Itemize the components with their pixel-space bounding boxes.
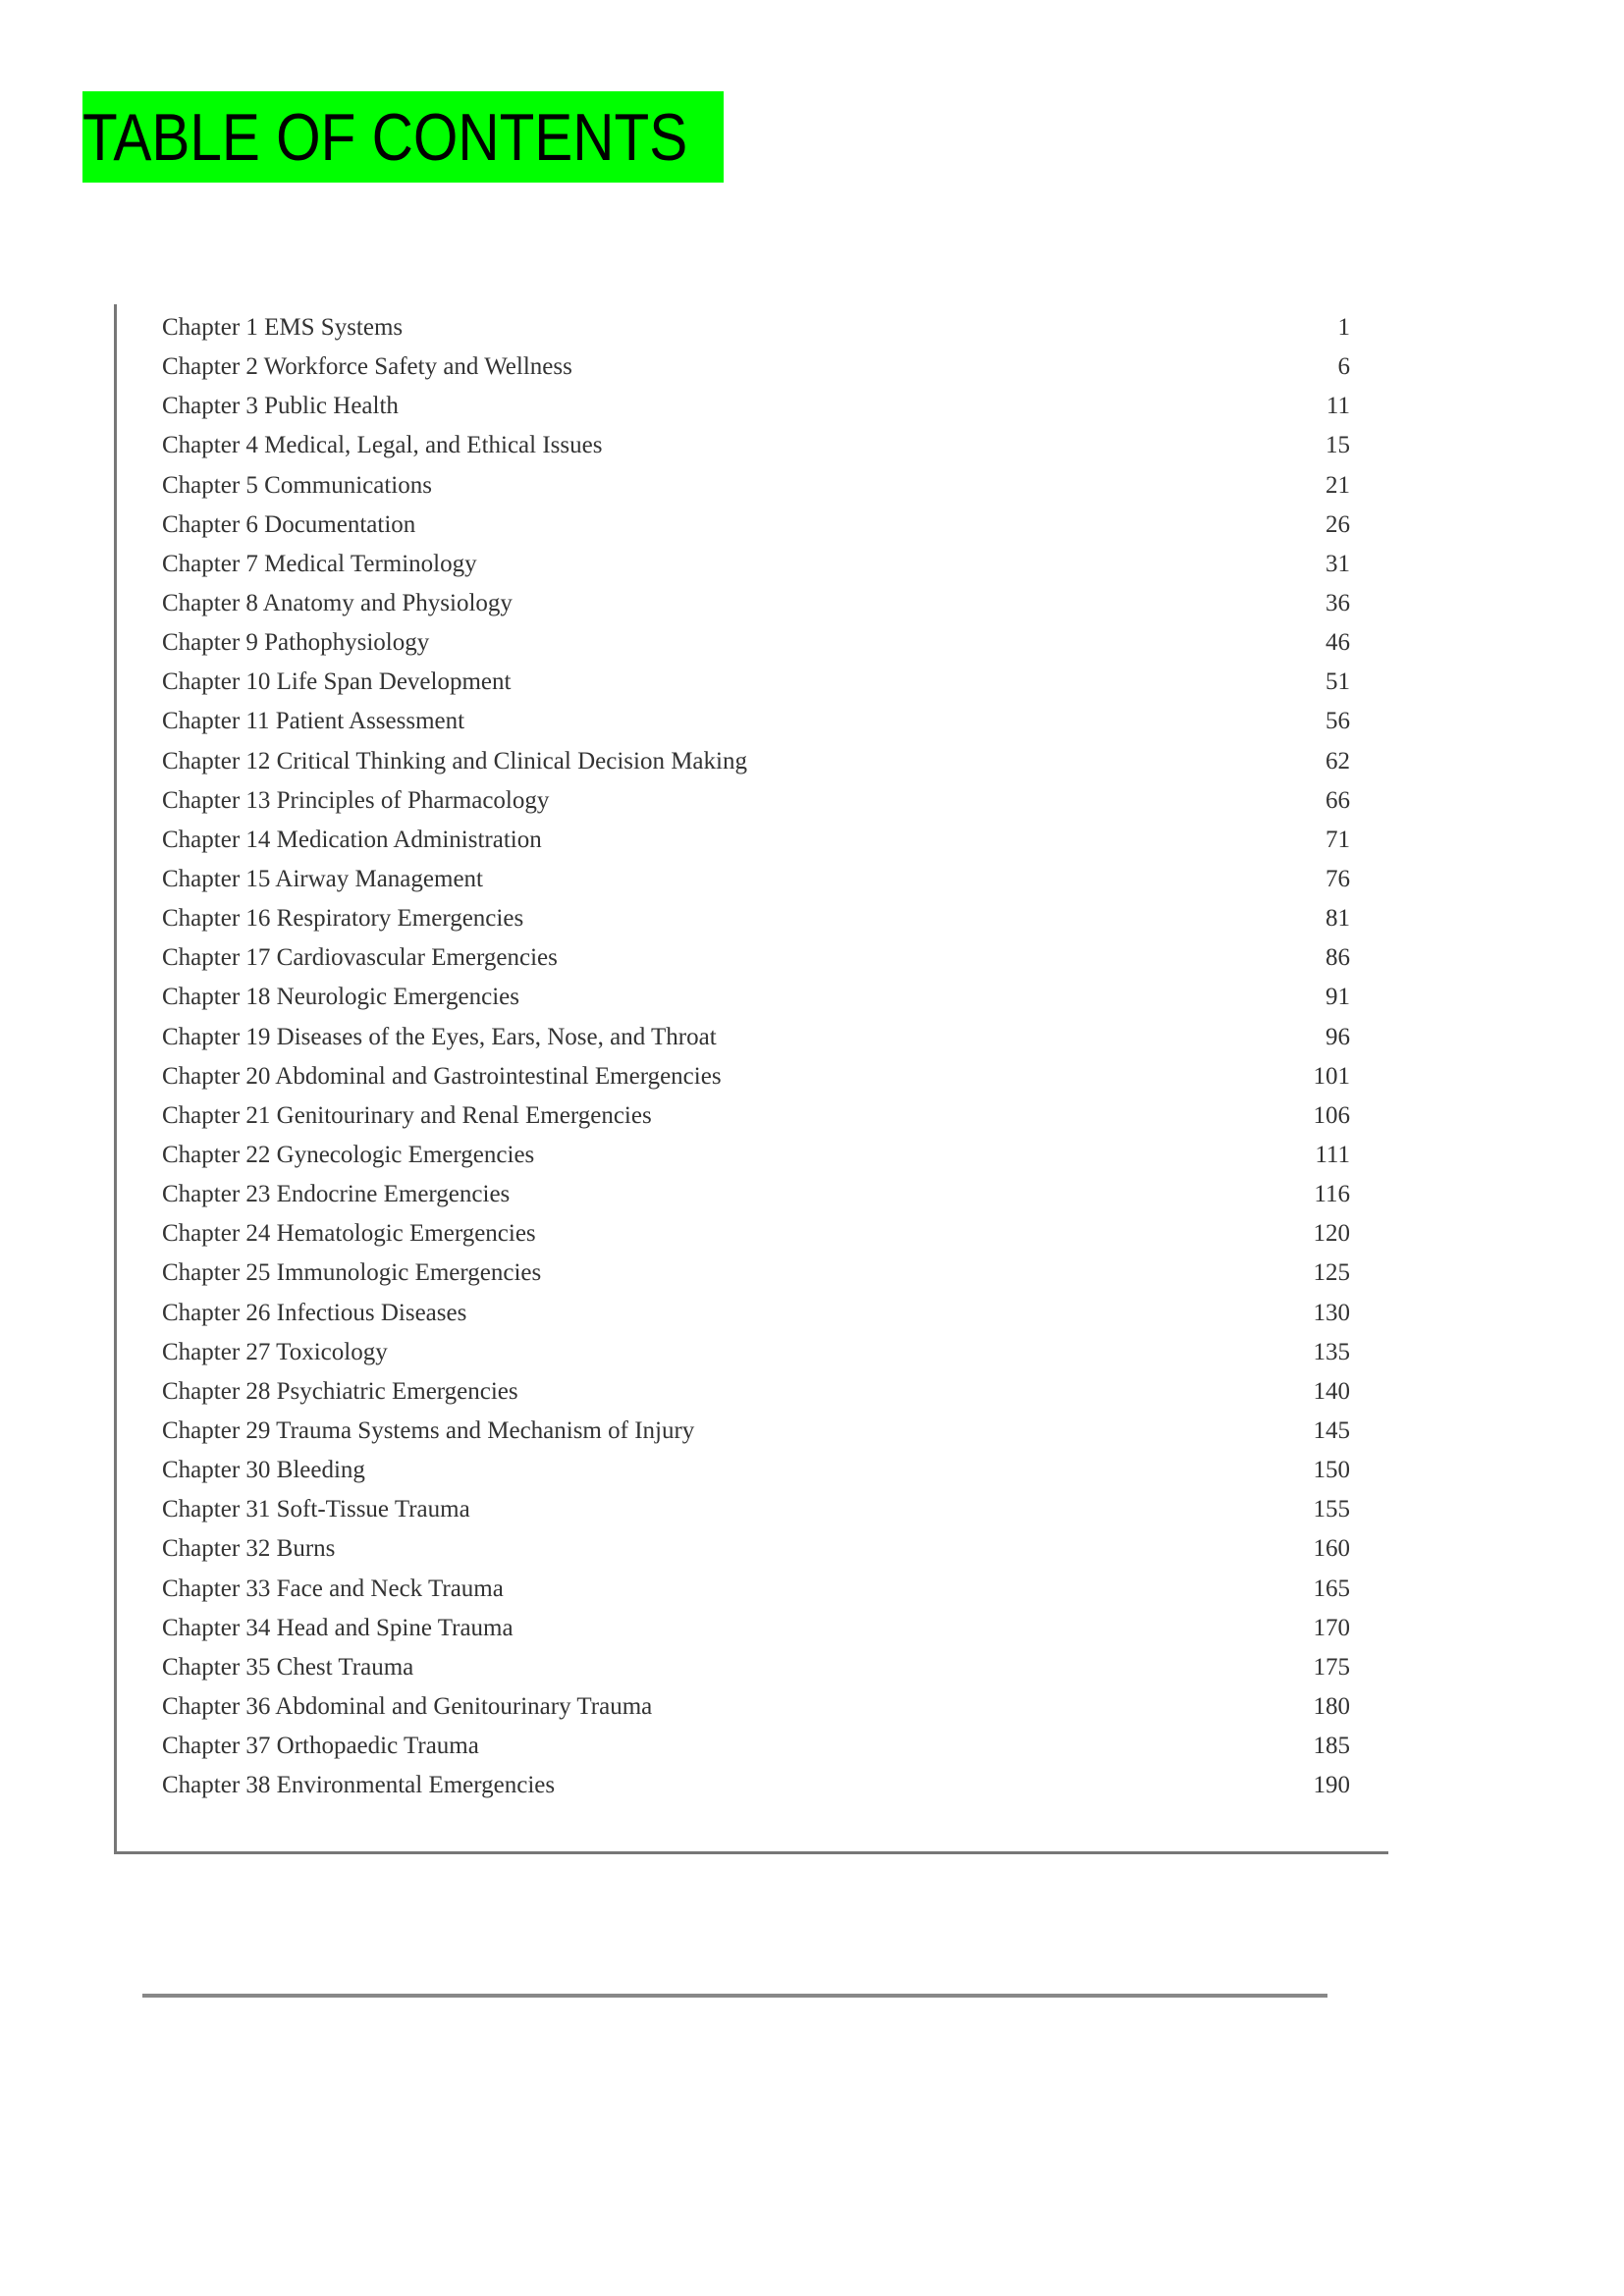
footer-rule [142,1994,1327,1998]
toc-entry[interactable] [162,1333,1350,1372]
toc-entry[interactable] [162,781,1350,821]
toc-entry[interactable] [162,387,1350,426]
toc-entry-label: Chapter 12 Critical Thinking and Clinical Decision Making [162,747,747,774]
toc-entry-page: 170 [1313,1614,1350,1641]
toc-entry-label: Chapter 22 Gynecologic Emergencies [162,1142,535,1169]
toc-entry-label: Chapter 1 EMS Systems [162,314,404,342]
toc-bottom-rule [114,1851,1388,1854]
toc-entry-label: Chapter 23 Endocrine Emergencies [162,1181,511,1208]
toc-entry-page: 81 [1326,905,1350,933]
toc-entry[interactable] [162,308,1350,347]
toc-entry-page: 145 [1313,1417,1350,1444]
toc-entry[interactable] [162,821,1350,860]
toc-entry-page: 160 [1313,1535,1350,1563]
toc-entry[interactable] [162,938,1350,978]
toc-entry-label: Chapter 35 Chest Trauma [162,1653,414,1681]
toc-entry[interactable] [162,1018,1350,1057]
toc-entry-label: Chapter 10 Life Span Development [162,668,512,696]
toc-entry-label: Chapter 19 Diseases of the Eyes, Ears, Nose, and Throat [162,1023,717,1050]
toc-entry-page: 155 [1313,1496,1350,1523]
toc-entry[interactable] [162,1490,1350,1529]
toc-entry-page: 36 [1326,590,1350,617]
toc-entry-page: 46 [1326,629,1350,657]
toc-entry[interactable] [162,1214,1350,1254]
toc-entry[interactable] [162,663,1350,702]
toc-entry-page: 125 [1313,1259,1350,1287]
toc-entry-label: Chapter 27 Toxicology [162,1338,388,1365]
toc-entry[interactable] [162,1412,1350,1451]
toc-entry[interactable] [162,1175,1350,1214]
toc-entry-label: Chapter 18 Neurologic Emergencies [162,984,520,1011]
toc-entry-label: Chapter 3 Public Health [162,393,399,420]
toc-entry-label: Chapter 8 Anatomy and Physiology [162,590,513,617]
toc-entry[interactable] [162,860,1350,899]
toc-entry-page: 96 [1326,1023,1350,1050]
toc-entry[interactable] [162,1766,1350,1805]
toc-entry-page: 175 [1313,1653,1350,1681]
toc-entry-label: Chapter 21 Genitourinary and Renal Emergencies [162,1101,652,1129]
toc-entry-label: Chapter 31 Soft-Tissue Trauma [162,1496,470,1523]
toc-entry[interactable] [162,623,1350,663]
toc-entry-label: Chapter 30 Bleeding [162,1457,365,1484]
toc-entry-page: 56 [1326,708,1350,735]
toc-entry-page: 31 [1326,550,1350,577]
toc-entry[interactable] [162,1294,1350,1333]
toc-entry-label: Chapter 9 Pathophysiology [162,629,430,657]
toc-entry-page: 62 [1326,747,1350,774]
toc-entry[interactable] [162,899,1350,938]
toc-entry-label: Chapter 37 Orthopaedic Trauma [162,1733,479,1760]
toc-entry[interactable] [162,742,1350,781]
toc-entry-label: Chapter 28 Psychiatric Emergencies [162,1377,518,1405]
toc-entry[interactable] [162,1687,1350,1727]
toc-entry-page: 150 [1313,1457,1350,1484]
page-title: TABLE OF CONTENTS [82,100,688,175]
toc-entry[interactable] [162,1254,1350,1293]
toc-entry-label: Chapter 13 Principles of Pharmacology [162,786,550,814]
toc-entry-page: 120 [1313,1220,1350,1248]
toc-entry-label: Chapter 14 Medication Administration [162,826,542,853]
toc-entry-page: 15 [1326,432,1350,459]
toc-entry-label: Chapter 24 Hematologic Emergencies [162,1220,536,1248]
toc-entry[interactable] [162,1057,1350,1096]
toc-entry[interactable] [162,1648,1350,1687]
toc-entry-page: 91 [1326,984,1350,1011]
toc-entry-page: 71 [1326,826,1350,853]
toc-entry[interactable] [162,1529,1350,1569]
toc-entry[interactable] [162,1570,1350,1609]
toc-entry-page: 140 [1313,1377,1350,1405]
toc-entry-label: Chapter 34 Head and Spine Trauma [162,1614,514,1641]
toc-entry-page: 106 [1313,1101,1350,1129]
toc-entry-label: Chapter 20 Abdominal and Gastrointestinal Emergencies [162,1062,722,1090]
toc-left-rule [114,304,117,1854]
toc-entry[interactable] [162,545,1350,584]
toc-entry-page: 76 [1326,866,1350,893]
toc-entry-label: Chapter 33 Face and Neck Trauma [162,1575,504,1602]
toc-entry[interactable] [162,506,1350,545]
toc-entry-page: 86 [1326,944,1350,972]
toc-entry[interactable] [162,466,1350,506]
toc-entry-label: Chapter 16 Respiratory Emergencies [162,905,524,933]
toc-entry-label: Chapter 6 Documentation [162,510,416,538]
toc-entry-page: 26 [1326,510,1350,538]
title-highlight [82,91,724,183]
toc-entry-page: 1 [1337,314,1350,342]
toc-entry-label: Chapter 32 Burns [162,1535,336,1563]
toc-entry-label: Chapter 7 Medical Terminology [162,550,477,577]
toc-entry-page: 130 [1313,1299,1350,1326]
toc-list [162,308,1350,1805]
toc-entry-label: Chapter 17 Cardiovascular Emergencies [162,944,558,972]
toc-entry-label: Chapter 26 Infectious Diseases [162,1299,467,1326]
toc-entry-label: Chapter 25 Immunologic Emergencies [162,1259,542,1287]
toc-entry-page: 165 [1313,1575,1350,1602]
toc-entry-page: 116 [1314,1181,1350,1208]
toc-entry[interactable] [162,1451,1350,1490]
toc-entry[interactable] [162,426,1350,465]
toc-entry-label: Chapter 11 Patient Assessment [162,708,465,735]
toc-entry-page: 101 [1313,1062,1350,1090]
toc-entry[interactable] [162,1727,1350,1766]
toc-entry-page: 135 [1313,1338,1350,1365]
toc-entry-page: 180 [1313,1692,1350,1720]
toc-entry[interactable] [162,584,1350,623]
toc-entry[interactable] [162,978,1350,1017]
toc-entry-page: 111 [1315,1142,1350,1169]
toc-entry[interactable] [162,1096,1350,1136]
toc-entry-label: Chapter 38 Environmental Emergencies [162,1772,556,1799]
toc-entry[interactable] [162,1372,1350,1412]
toc-entry-page: 6 [1337,353,1350,381]
toc-entry-page: 21 [1326,471,1350,499]
toc-entry-page: 11 [1326,393,1350,420]
toc-entry[interactable] [162,1609,1350,1648]
toc-entry-page: 190 [1313,1772,1350,1799]
toc-entry[interactable] [162,702,1350,741]
toc-entry-page: 185 [1313,1733,1350,1760]
toc-entry[interactable] [162,347,1350,387]
toc-entry-label: Chapter 36 Abdominal and Genitourinary Trauma [162,1692,653,1720]
toc-entry-label: Chapter 5 Communications [162,471,432,499]
toc-entry-label: Chapter 29 Trauma Systems and Mechanism of Injury [162,1417,695,1444]
toc-entry-label: Chapter 2 Workforce Safety and Wellness [162,353,572,381]
toc-entry-page: 66 [1326,786,1350,814]
toc-entry-page: 51 [1326,668,1350,696]
toc-entry-label: Chapter 15 Airway Management [162,866,483,893]
toc-entry[interactable] [162,1136,1350,1175]
toc-entry-label: Chapter 4 Medical, Legal, and Ethical Issues [162,432,603,459]
